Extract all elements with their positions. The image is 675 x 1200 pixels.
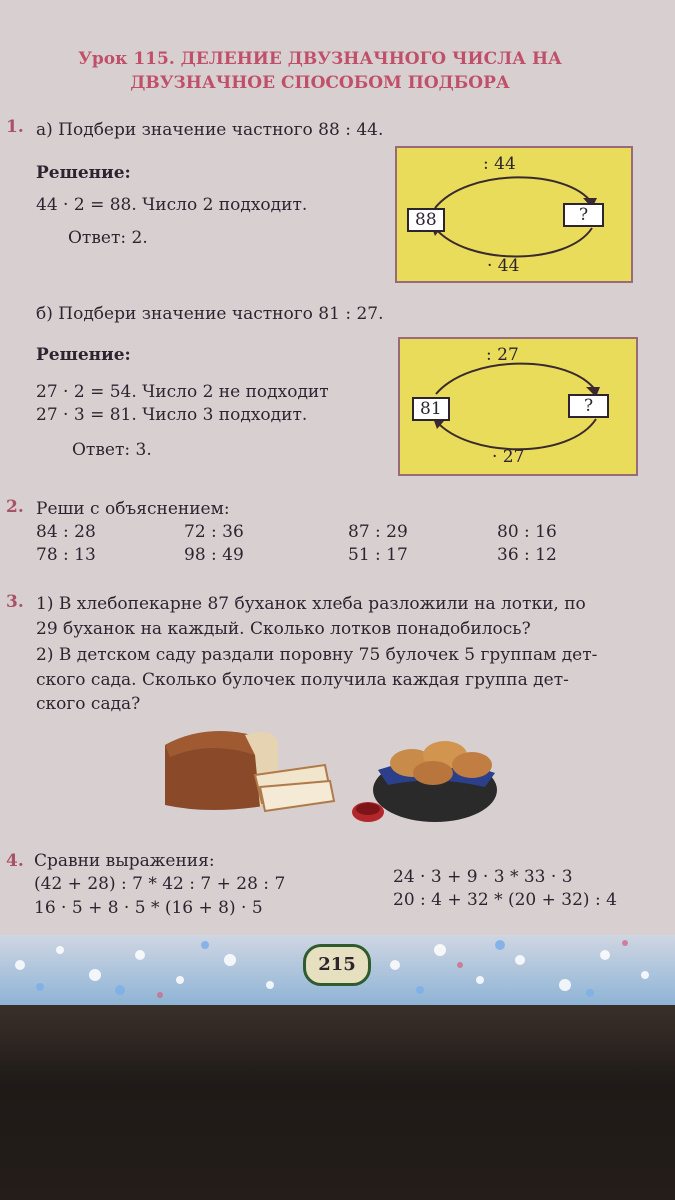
task4-left2: 16 · 5 + 8 · 5 * (16 + 8) · 5 (34, 898, 263, 918)
page-number: 215 (303, 944, 371, 986)
lesson-title-line2: ДВУЗНАЧНОЕ СПОСОБОМ ПОДБОРА (130, 73, 510, 93)
diagram-a-bottom-label: · 44 (487, 256, 520, 276)
task2-text: Реши с объяснением: (36, 499, 230, 519)
task3-line1: 1) В хлебопекарне 87 буханок хлеба разложили на лотки, по (36, 594, 586, 614)
task1a-solution-label: Решение: (36, 163, 131, 183)
task1-number: 1. (6, 117, 24, 137)
task2-r2c4: 36 : 12 (497, 545, 557, 565)
task2-r1c2: 72 : 36 (184, 522, 244, 542)
task2-r2c2: 98 : 49 (184, 545, 244, 565)
task4-text: Сравни выражения: (34, 851, 215, 871)
task2-r2c3: 51 : 17 (348, 545, 408, 565)
diagram-a-right-box: ? (563, 203, 604, 227)
task3-line5: ского сада? (36, 694, 141, 714)
task3-number: 3. (6, 592, 24, 612)
task4-right2: 20 : 4 + 32 * (20 + 32) : 4 (393, 890, 617, 910)
task1a-text: а) Подбери значение частного 88 : 44. (36, 120, 384, 140)
task3-line4: ского сада. Сколько булочек получила каждая группа дет- (36, 670, 569, 690)
lesson-title-line1: Урок 115. ДЕЛЕНИЕ ДВУЗНАЧНОГО ЧИСЛА НА (78, 49, 562, 69)
task1a-diagram (395, 146, 633, 283)
diagram-b-top-label: : 27 (486, 345, 519, 365)
task3-line3: 2) В детском саду раздали поровну 75 булочек 5 группам дет- (36, 645, 598, 665)
task4-right1: 24 · 3 + 9 · 3 * 33 · 3 (393, 867, 573, 887)
diagram-a-top-label: : 44 (483, 154, 516, 174)
task1b-solution-label: Решение: (36, 345, 131, 365)
task2-r1c4: 80 : 16 (497, 522, 557, 542)
task2-number: 2. (6, 497, 24, 517)
task2-r2c1: 78 : 13 (36, 545, 96, 565)
dark-background-below-page (0, 1005, 675, 1200)
task1b-diagram (398, 337, 638, 476)
diagram-b-bottom-label: · 27 (492, 447, 525, 467)
task1b-answer: Ответ: 3. (72, 440, 152, 460)
task1b-line1: 27 · 2 = 54. Число 2 не подходит (36, 382, 329, 402)
diagram-a-left-box: 88 (407, 208, 445, 232)
task1b-text: б) Подбери значение частного 81 : 27. (36, 304, 384, 324)
diagram-b-right-box: ? (568, 394, 609, 418)
task2-r1c3: 87 : 29 (348, 522, 408, 542)
task1a-line1: 44 · 2 = 88. Число 2 подходит. (36, 195, 308, 215)
task1a-answer: Ответ: 2. (68, 228, 148, 248)
task4-number: 4. (6, 851, 24, 871)
task4-left1: (42 + 28) : 7 * 42 : 7 + 28 : 7 (34, 874, 286, 894)
task3-line2: 29 буханок на каждый. Сколько лотков понадобилось? (36, 619, 531, 639)
task1b-line2: 27 · 3 = 81. Число 3 подходит. (36, 405, 308, 425)
bread-and-buns-illustration (150, 715, 510, 840)
diagram-b-left-box: 81 (412, 397, 450, 421)
task2-r1c1: 84 : 28 (36, 522, 96, 542)
